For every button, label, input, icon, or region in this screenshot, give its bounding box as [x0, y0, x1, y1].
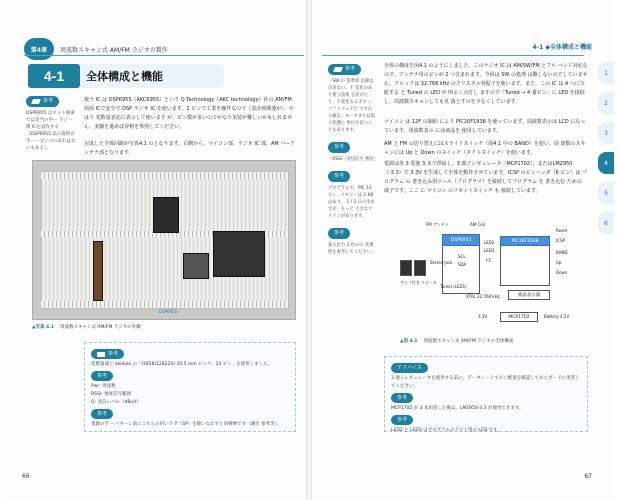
left-page [6, 0, 306, 500]
right-body-paragraph-3: AM と FM の切り替えにはスライドスイッチ（図4.1 中の BAND）を使い、周 波数のスキャンには Up と Down のスイッチ（タクトスイッチ）を使います。 [384, 141, 586, 156]
fm-antenna-label: FM アンテナ [426, 222, 449, 227]
reference-label: 参考 [328, 142, 350, 153]
body-paragraph-2: 完成した全体回路が写真4.1 のとなります。右側から、マイコン部、ラジオ IC 部、AM バーアンテナ部となります。 [84, 141, 296, 156]
mcu-box: PIC16F1938 [500, 236, 550, 246]
tuned-label: Tuned (LED1) [440, 284, 467, 289]
right-side-column: 参考 ・SW の 基準周 以降は 出来ない。不 変化のあり使う技術 を設けたり、不変化なるボタン、 ソフトウェアだ ですから確定、モータまたは電子状態に 単位を持つこともあります。 参考 ・RSSI（受信信号 強度） 参考 プログラムで、PIC 10 ピン、メモリーは 2 KB はあり、 1 / 2 日の出ますが、もっと 大きなマイクンがあります。 参考 案入出力 3 色のの 変換 性を参考してください。 [328, 66, 378, 255]
up-label: Up [556, 260, 562, 265]
icsp-label: ICSP [556, 238, 565, 243]
photo-caption: ▲写真 4.1 周波数スキャン式 AM/FM ラジオの外観 [32, 325, 141, 330]
note-box-right: アドバイス 3 端子レギュレータを使用する前に、データシートでピン配置を確認してからボードに実装してください。 参考 MCP1702 が 3 本用意した後は、LM2950-3.3 が使用できます。 参考 LED2 と LED3 はプログラムのテスト用の LED です。 [384, 356, 588, 432]
chapter-tab-1[interactable]: 1 [598, 62, 614, 84]
battery-label: Battery 4.5V [544, 314, 570, 319]
am-coil-label: AM Coil [470, 222, 485, 227]
reference-label: 参考 [91, 409, 113, 419]
section-number: 4-1 [28, 64, 80, 88]
right-body-paragraph-1: 全体の構成を図4.1 のようにしました。このラジオ IC は AM/SW/FM とフル バンド対応なので、アンテナ用のピンが 2 つ含まれます。今回は SW の処理 は難しないのでしていません。クロックは 32.768 kHz のクリスタル発振子を使います。また、この IC は 4 つに分配する と Tuned の LED が 明るく点灯し ますので「Tuned → 4 番ピン」に LED を接続し、周波数スキャンしても見 落とすのを少なくしています。 [384, 63, 588, 105]
diagram-caption: ▲図 4.1 周波数スキャン式 AM/FM ラジオの全体構成 [400, 339, 514, 344]
radio-ic-box: DSP6955 [442, 234, 480, 246]
sda-label: SDA [458, 262, 467, 267]
mcu-body [500, 246, 550, 286]
section-banner [28, 64, 224, 88]
bar-antenna [93, 241, 103, 301]
led3-label: LED3 [484, 248, 495, 253]
lcd-box: 液晶表示器 [508, 290, 550, 300]
chapter-tabs [598, 62, 614, 242]
chapter-tab-5[interactable]: 5 [598, 182, 614, 204]
note-box-left: 参考 変数量器と akiduki の「I1858(128224) 10.5 mm ピッチ、24 ピン」を使用しました。 参考 Pwr: 周波数 RSSI: 強度信号範囲 Q: 受信レベル（dBuV） 参考 電源の手 ーパターン前にこちらの用いラグ（SP）を除いなおすと同様例です（測位 参考等）。 [84, 342, 296, 432]
pencil-icon [333, 67, 343, 72]
left-header-title: 周波数スキャン式 AM/FM ラジオの製作 [60, 46, 168, 54]
reference-label: 参考 [91, 349, 124, 359]
reference-label: 参考 [91, 371, 113, 381]
advice-label: アドバイス [391, 363, 428, 373]
chapter-badge: 第4章 [24, 38, 54, 60]
left-header [24, 38, 168, 60]
right-header-rule [322, 55, 584, 56]
body-paragraph-1: 使う IC は DSP6955（AKC6955）という Q Technology（AKC technology）社の AM/FM 両用 ICで安全で DSP ラジオ IC を使います。2 ピンで工業を操作なので（表計画関連が）、やはり 変数量表記に表示して使います が、ピン数が多いのでかなり実装が難しいかもしれません。実験を進めば昇格を参照してください。 [84, 97, 294, 130]
page-number-right: 67 [584, 473, 592, 480]
reference-label: 参考 [391, 393, 413, 403]
chapter-tab-2[interactable]: 2 [598, 92, 614, 114]
pencil-icon [97, 352, 105, 357]
amp-speaker-label: アンプ付き スピーカ [400, 280, 437, 285]
band-label: BAND [556, 250, 568, 255]
ic-chip [153, 197, 179, 233]
xtal-label: XTAL 32.768 kHz [466, 294, 500, 299]
radio-photo [32, 160, 296, 320]
component-block [183, 253, 209, 279]
reset-label: Reset [556, 228, 568, 233]
chapter-tab-3[interactable]: 3 [598, 122, 614, 144]
scl-label: SCL [458, 254, 466, 259]
regulator-box: MCP1702 [500, 312, 538, 322]
i2c-label: I²C [486, 258, 492, 263]
page-number-left: 66 [22, 473, 30, 480]
left-header-rule [24, 55, 304, 56]
section-title: 全体構成と機能 [86, 70, 163, 83]
lcd-module [213, 231, 265, 277]
speaker-left-icon [400, 260, 412, 276]
side-note [26, 96, 76, 152]
right-body-paragraph-4: 電源は単 3 電池 3 本で供給し、3 端子レギュレータ（MCP1702）、またはLM2950（-3.3）で 3.3V を生成して全体を動作させています。ICSP のピンヘッダ（6 ピン）は プログラム の 書き込み用ツール（プログラマ）を接続してプログラム を 書き込む ための 端子です。ここ に マイコン のリセットスイッチ も 接続しています。 [384, 161, 588, 194]
right-page [312, 0, 614, 500]
reference-label: 参考 [328, 64, 361, 75]
stereo-jack-label: Stereo Jack [430, 260, 453, 265]
speaker-right-icon [414, 260, 426, 276]
right-body-paragraph-2: マイコン は 12F の制約 により PIC16F1938 を使っています。周波数表示は LCD になっています。周波数表示 には液晶を 使用しています。 [384, 119, 586, 134]
chapter-tab-4[interactable]: 4 [598, 152, 614, 174]
down-label: Down [556, 270, 568, 275]
reference-label: 参考 [26, 96, 59, 107]
chapter-tab-6[interactable]: 6 [598, 212, 614, 234]
reference-label: 参考 [391, 415, 413, 425]
v33-label: 3.3V [478, 314, 488, 319]
block-diagram [400, 222, 586, 334]
chip-label: DSP6955 [159, 309, 178, 314]
reference-label: 参考 [328, 171, 350, 182]
pencil-icon [31, 99, 41, 104]
side-note-text: DSP6955 はネット検索では見当の中ー ラジー関 ICを試作する（DSP6955 以の資料が手ーー文いつのあれはないもある）。 [26, 111, 76, 151]
led2-label: LED2 [484, 240, 495, 245]
right-header-title: 4-1 ◆全体構成と機能 [532, 44, 592, 51]
reference-label: 参考 [328, 228, 350, 239]
